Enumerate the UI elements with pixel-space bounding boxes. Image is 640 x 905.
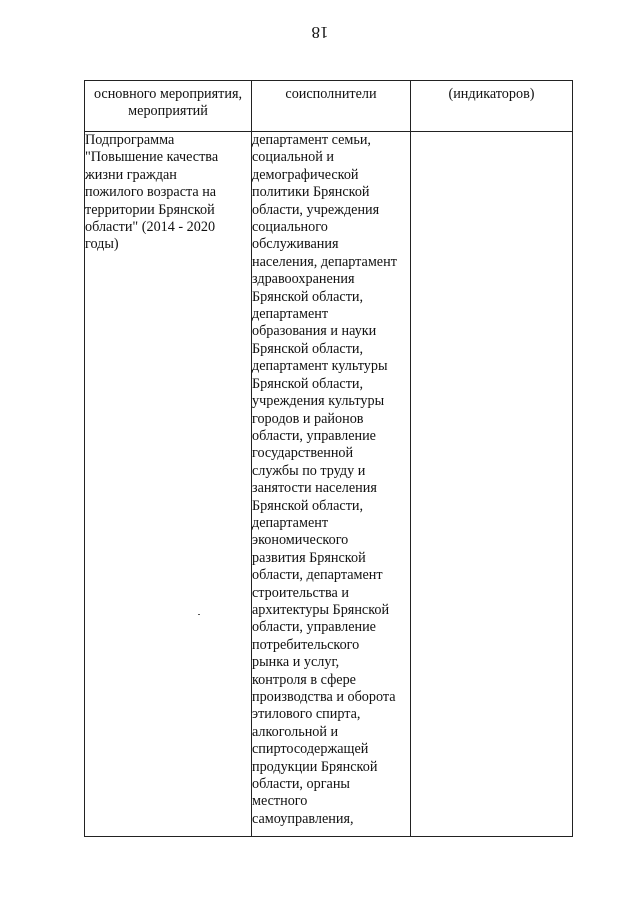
indicators-cell — [411, 132, 573, 837]
header-main-activity-text: основного мероприятия, мероприятий — [93, 86, 243, 120]
co-executors-cell — [252, 132, 411, 837]
header-cell-indicators — [411, 81, 573, 132]
header-co-executors-text: соисполнители — [285, 86, 377, 102]
subprogram-cell — [85, 132, 252, 837]
header-cell-main-activity — [85, 81, 252, 132]
header-indicators-text: (индикаторов) — [448, 86, 535, 102]
co-executors-text: департамент семьи, социальной и демографической политики Брянской области, учреждения социального обслуживания населения, департамент здравоохранения Брянской области, департамент образования и науки Брянской области, департамент культуры Брянской области, учреждения культуры городов и районов области, управление государственной службы по труду и занятости населения Брянской области, департамент экономического развития Брянской области, департамент строительства и архитектуры Брянской области, управление потребительского рынка и услуг, контроля в сфере производства и оборота этилового спирта, алкогольной и спиртосодержащей продукции Брянской области, органы местного самоуправления, — [252, 132, 397, 827]
subprogram-text: Подпрограмма "Повышение качества жизни граждан пожилого возраста на территории Брянской области" (2014 - 2020 годы) — [85, 132, 219, 253]
scan-speck — [198, 614, 200, 615]
page-number: 18 — [311, 23, 329, 42]
program-table — [84, 80, 573, 837]
table-row — [85, 132, 573, 837]
header-cell-co-executors — [252, 81, 411, 132]
table-header-row — [85, 81, 573, 132]
